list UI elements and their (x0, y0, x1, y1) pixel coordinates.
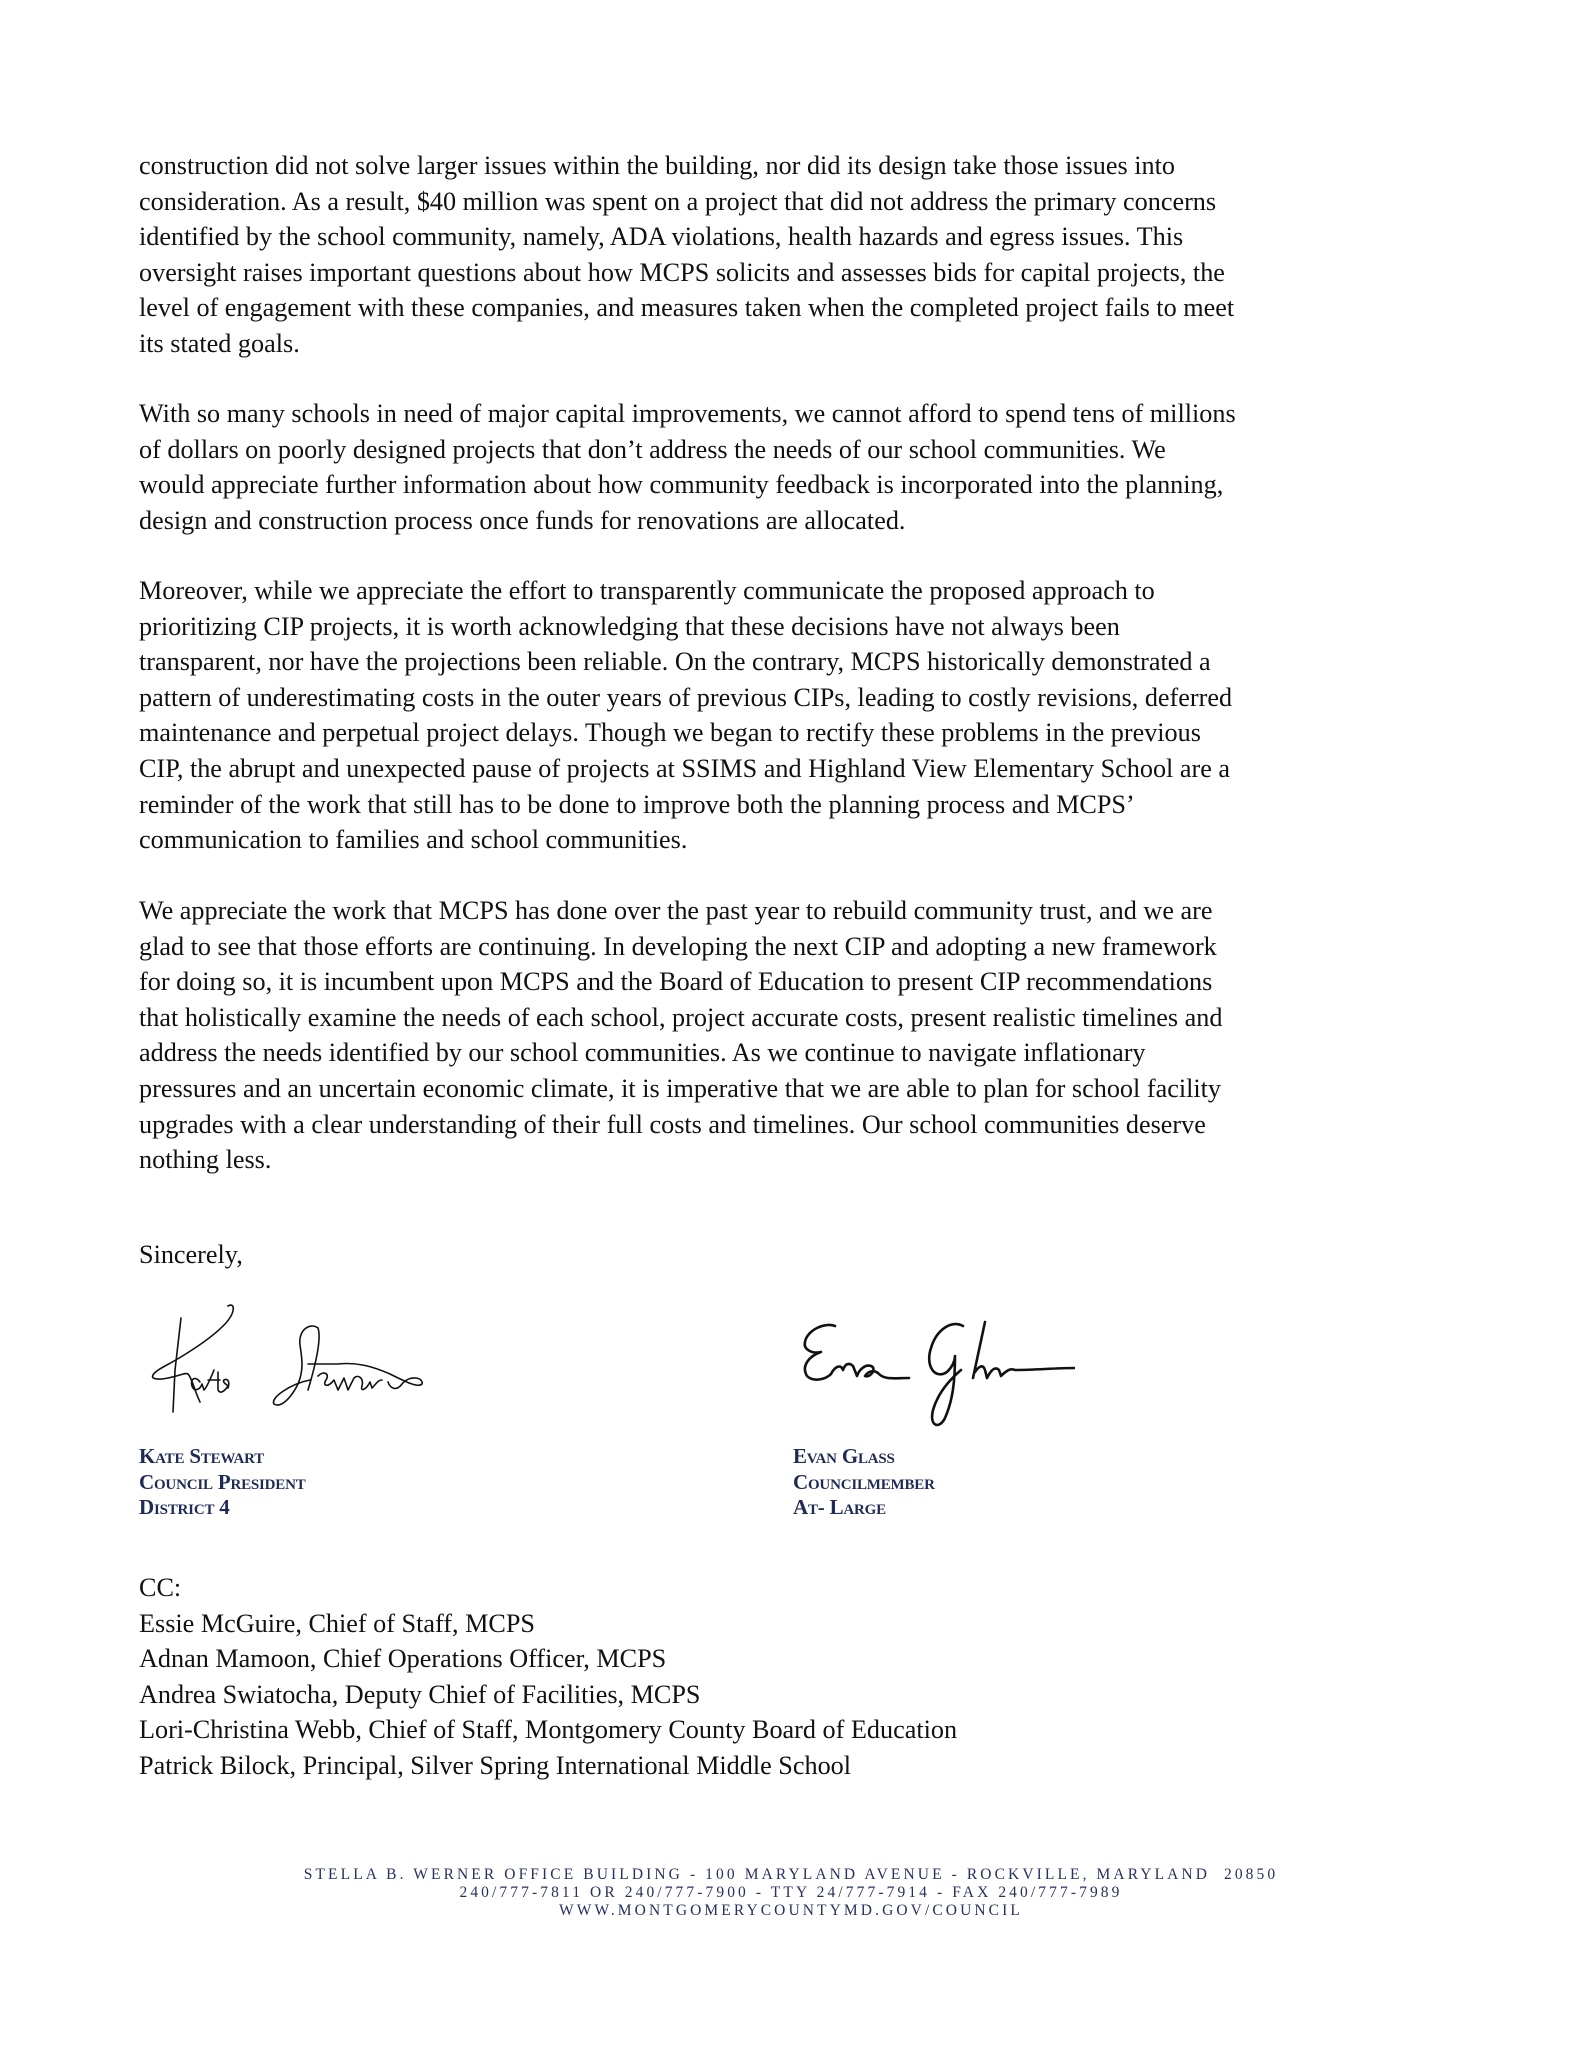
paragraph-3 (139, 573, 1459, 858)
signer-district: District 4 (139, 1495, 230, 1519)
cc-recipient: Patrick Bilock, Principal, Silver Spring International Middle School (139, 1750, 852, 1780)
paragraph-line: glad to see that those efforts are continuing. In developing the next CIP and adopting a new framework (139, 931, 1217, 961)
paragraph-line: reminder of the work that still has to be done to improve both the planning process and MCPS’ (139, 789, 1135, 819)
footer-website: WWW.MONTGOMERYCOUNTYMD.GOV/COUNCIL (559, 1902, 1023, 1919)
paragraph-line: consideration. As a result, $40 million was spent on a project that did not address the primary concerns (139, 186, 1217, 216)
paragraph-line: upgrades with a clear understanding of their full costs and timelines. Our school communities deserve (139, 1109, 1206, 1139)
signer-title: Councilmember (793, 1469, 935, 1494)
paragraph-line: pattern of underestimating costs in the outer years of previous CIPs, leading to costly revisions, deferred (139, 682, 1233, 712)
closing-salutation (139, 1237, 1459, 1273)
signer-name: Kate Stewart (139, 1444, 265, 1468)
paragraph-line: maintenance and perpetual project delays. Though we began to rectify these problems in the previous (139, 718, 1201, 748)
signer-name: Evan Glass (793, 1444, 895, 1468)
paragraph-line: nothing less. (139, 1145, 272, 1175)
letterhead-footer (0, 1866, 1582, 1920)
paragraph-2 (139, 396, 1459, 538)
footer-phones: 240/777-7811 OR 240/777-7900 - TTY 24/777-7914 - FAX 240/777-7989 (459, 1884, 1123, 1901)
paragraph-line: With so many schools in need of major capital improvements, we cannot afford to spend tens of millions (139, 399, 1236, 428)
signer-block-kate-stewart (139, 1444, 306, 1521)
cc-recipient: Adnan Mamoon, Chief Operations Officer, MCPS (139, 1644, 667, 1674)
footer-address: STELLA B. WERNER OFFICE BUILDING - 100 MARYLAND AVENUE - ROCKVILLE, MARYLAND 20850 (303, 1866, 1279, 1883)
paragraph-line: We appreciate the work that MCPS has done over the past year to rebuild community trust, and we are (139, 896, 1213, 925)
cc-recipient: Essie McGuire, Chief of Staff, MCPS (139, 1608, 535, 1638)
paragraph-line: would appreciate further information about how community feedback is incorporated into the planning, (139, 470, 1224, 500)
signer-title: Council President (139, 1469, 306, 1494)
paragraph-line: address the needs identified by our school communities. As we continue to navigate inflationary (139, 1038, 1146, 1068)
cc-recipient: Lori-Christina Webb, Chief of Staff, Montgomery County Board of Education (139, 1715, 958, 1745)
paragraph-line: identified by the school community, namely, ADA violations, health hazards and egress issues. This (139, 222, 1184, 252)
paragraph-line: oversight raises important questions about how MCPS solicits and assesses bids for capital projects, the (139, 257, 1225, 287)
paragraph-line: its stated goals. (139, 328, 300, 358)
paragraph-line: for doing so, it is incumbent upon MCPS and the Board of Education to present CIP recommendations (139, 967, 1213, 997)
signer-block-evan-glass (793, 1444, 935, 1521)
paragraph-line: of dollars on poorly designed projects that don’t address the needs of our school communities. We (139, 434, 1166, 464)
cc-recipient: Andrea Swiatocha, Deputy Chief of Facilities, MCPS (139, 1679, 701, 1709)
paragraph-line: design and construction process once funds for renovations are allocated. (139, 505, 906, 535)
paragraph-line: prioritizing CIP projects, it is worth acknowledging that these decisions have not always been (139, 611, 1120, 641)
paragraph-line: pressures and an uncertain economic climate, it is imperative that we are able to plan for school facility (139, 1073, 1222, 1103)
paragraph-4 (139, 893, 1459, 1178)
cc-label: CC: (139, 1573, 182, 1602)
paragraph-line: transparent, nor have the projections been reliable. On the contrary, MCPS historically demonstrated a (139, 647, 1211, 677)
paragraph-line: that holistically examine the needs of each school, project accurate costs, present realistic timelines and (139, 1002, 1223, 1032)
signature-kate-stewart (140, 1300, 430, 1420)
signature-evan-glass (785, 1300, 1075, 1430)
paragraph-1 (139, 148, 1459, 362)
paragraph-line: communication to families and school communities. (139, 825, 688, 855)
signer-district: At- Large (793, 1495, 886, 1519)
paragraph-line: CIP, the abrupt and unexpected pause of projects at SSIMS and Highland View Elementary School are a (139, 753, 1230, 783)
paragraph-line: Moreover, while we appreciate the effort to transparently communicate the proposed approach to (139, 576, 1155, 605)
cc-list (139, 1570, 1459, 1784)
paragraph-line: construction did not solve larger issues within the building, nor did its design take those issues into (139, 151, 1176, 180)
paragraph-line: level of engagement with these companies, and measures taken when the completed project fails to meet (139, 293, 1235, 323)
closing-text: Sincerely, (139, 1240, 243, 1269)
